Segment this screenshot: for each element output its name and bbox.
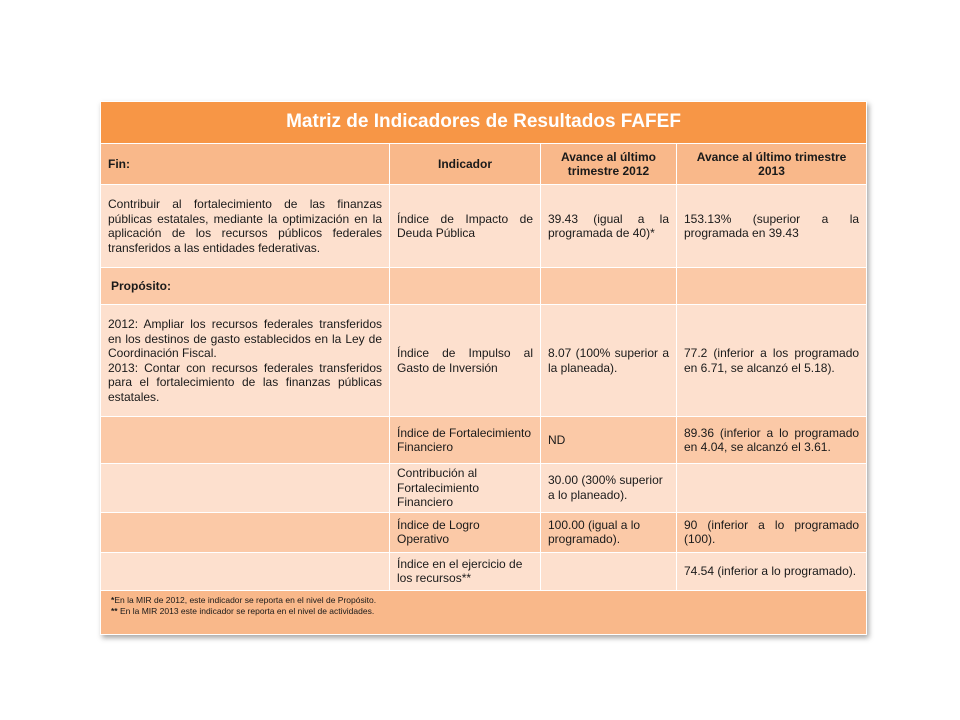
row-indicator: Contribución al Fortalecimiento Financiero: [390, 464, 541, 513]
row-avance-2012: ND: [541, 417, 677, 464]
table-row: [101, 552, 867, 590]
row-indicator: Índice de Impulso al Gasto de Inversión: [390, 305, 541, 417]
proposito-empty-1: [390, 268, 541, 305]
header-fin: Fin:: [101, 144, 390, 185]
footnotes: [101, 590, 867, 635]
proposito-row: [101, 305, 867, 417]
row-avance-2012: 8.07 (100% superior a la planeada).: [541, 305, 677, 417]
proposito-empty-2: [541, 268, 677, 305]
row-empty: [101, 512, 390, 552]
footnote-2-mark: **: [111, 605, 118, 616]
row-avance-2012: 30.00 (300% superior a lo planeado).: [541, 464, 677, 513]
footnote-row: [101, 590, 867, 635]
proposito-description: [101, 305, 390, 417]
proposito-2013: 2013: Contar con recursos federales transferidos para el fortalecimiento de las finanzas públicas estatales.: [108, 360, 382, 404]
row-empty: [101, 464, 390, 513]
proposito-2012: 2012: Ampliar los recursos federales transferidos en los destinos de gasto establecidos en la Ley de Coordinación Fiscal.: [108, 317, 382, 360]
row-avance-2012: [541, 552, 677, 590]
header-avance-2012: Avance al último trimestre 2012: [541, 144, 677, 185]
matrix-title: Matriz de Indicadores de Resultados FAFEF: [101, 102, 867, 144]
row-avance-2013: [677, 464, 867, 513]
footnote-1-text: En la MIR de 2012, este indicador se reporta en el nivel de Propósito.: [114, 594, 377, 605]
footnote-2-text: En la MIR 2013 este indicador se reporta en el nivel de actividades.: [117, 605, 375, 616]
header-indicador: Indicador: [390, 144, 541, 185]
proposito-label: Propósito:: [101, 268, 390, 305]
table-row: [101, 464, 867, 513]
proposito-empty-3: [677, 268, 867, 305]
footnote-2: [111, 606, 859, 617]
header-avance-2013: Avance al último trimestre 2013: [677, 144, 867, 185]
row-indicator: Índice de Fortalecimiento Financiero: [390, 417, 541, 464]
indicators-matrix-table: [100, 101, 867, 635]
header-row: [101, 144, 867, 185]
row-avance-2013: 74.54 (inferior a lo programado).: [677, 552, 867, 590]
fin-description: Contribuir al fortalecimiento de las finanzas públicas estatales, mediante la optimización en la aplicación de los recursos públicos federales transferidos a las entidades federativas.: [101, 185, 390, 268]
row-avance-2013: 90 (inferior a lo programado (100).: [677, 512, 867, 552]
table-row: [101, 512, 867, 552]
row-empty: [101, 417, 390, 464]
row-avance-2013: 89.36 (inferior a lo programado en 4.04, se alcanzó el 3.61.: [677, 417, 867, 464]
fin-indicator: Índice de Impacto de Deuda Pública: [390, 185, 541, 268]
fin-avance-2012: 39.43 (igual a la programada de 40)*: [541, 185, 677, 268]
row-avance-2012: 100.00 (igual a lo programado).: [541, 512, 677, 552]
row-indicator: Índice en el ejercicio de los recursos**: [390, 552, 541, 590]
row-indicator: Índice de Logro Operativo: [390, 512, 541, 552]
proposito-label-row: [101, 268, 867, 305]
row-avance-2013: 77.2 (inferior a los programado en 6.71, se alcanzó el 5.18).: [677, 305, 867, 417]
fin-row: [101, 185, 867, 268]
fin-avance-2013: 153.13% (superior a la programada en 39.43: [677, 185, 867, 268]
row-empty: [101, 552, 390, 590]
footnote-1-mark: *: [111, 594, 115, 605]
footnote-1: [111, 595, 859, 606]
table-row: [101, 417, 867, 464]
